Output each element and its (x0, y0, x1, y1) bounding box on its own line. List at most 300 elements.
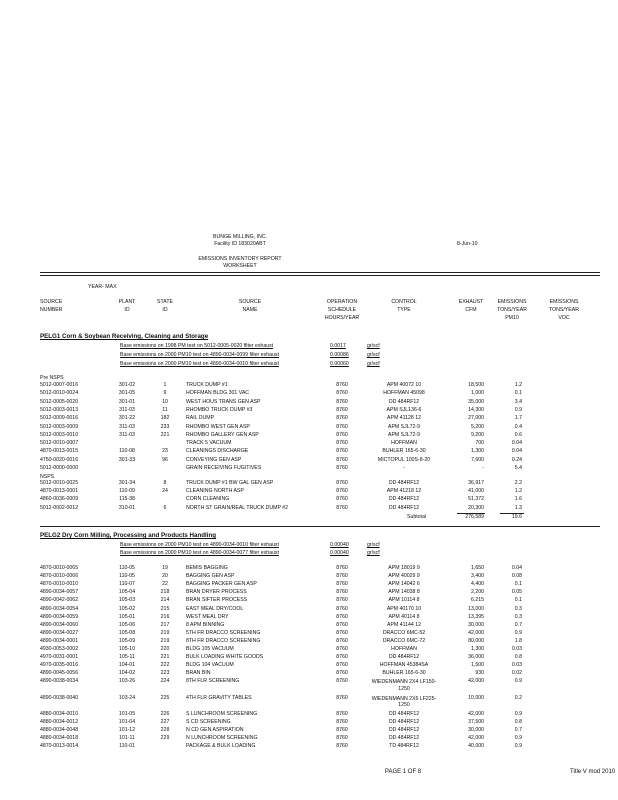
cell-source-number: 4880-0034-0018 (40, 735, 79, 742)
cell-hours: 8760 (336, 398, 348, 405)
cell-source-name: N LUNCHROOM SCREENING (186, 735, 258, 742)
basenote-value: 0.00060 (330, 361, 349, 367)
col-control-1: CONTROL (391, 299, 417, 305)
cell-plant-id: 101-11 (119, 735, 135, 742)
cell-state-id: 182 (160, 415, 170, 422)
cell-control-type: HOFFMAN 45098 (383, 390, 425, 397)
section2-title: PELG2 Dry Corn Milling, Processing and Products Handling (40, 532, 217, 539)
cell-control-type: APM SJL72-9 (387, 423, 421, 430)
cell-source-number: 4870-0013-0014 (40, 743, 79, 750)
cell-source-name: BRAN SIFTER PROCESS (186, 597, 248, 604)
company-name: BUNGE MILLING, INC. (213, 234, 267, 240)
cell-control-type: DRACCO 6MC-52 (382, 629, 426, 636)
cell-source-number: 5012-0003-0013 (40, 406, 79, 413)
cell-source-name: TRACK 5 VACUUM (186, 440, 232, 447)
cell-control-type: APM 41144 12 (387, 621, 421, 628)
cell-control-type: DD 484RF12 (388, 735, 420, 742)
page-number: PAGE 1 OF 8 (384, 769, 422, 775)
cell-pm10: 1.6 (514, 496, 522, 503)
cell-exhaust-cfm: 1,650 (471, 565, 484, 571)
cell-state-id: 22 (162, 581, 168, 588)
section1-title: PELG1 Corn & Soybean Receiving, Cleaning and Storage (40, 333, 209, 340)
cell-control-type: DD 484RF12 (388, 718, 420, 725)
cell-exhaust-cfm: 1,500 (471, 662, 484, 669)
cell-exhaust-cfm: 9,200 (471, 431, 484, 438)
cell-pm10: 1.2 (514, 382, 522, 388)
cell-exhaust-cfm: 1,300 (471, 448, 484, 455)
cell-source-name: BULK LOADING WHITE GOODS (186, 654, 264, 661)
cell-plant-id: 301-34 (118, 480, 136, 486)
cell-source-number: 5012-0010-0024 (40, 390, 79, 397)
cell-hours: 8760 (336, 646, 348, 652)
basenote-unit: gr/scf (367, 352, 380, 358)
cell-hours: 8760 (336, 390, 348, 397)
cell-pm10: 1.8 (514, 637, 522, 644)
cell-control-type: APM 18019 9 (388, 565, 420, 571)
cell-control-type: APM 40029 9 (388, 573, 420, 580)
cell-source-name: S LUNCHROOM SCREENING (186, 710, 258, 717)
cell-exhaust-cfm: 18,500 (468, 382, 484, 388)
footer-right: Title V mod 2010 (570, 769, 616, 775)
cell-control-type: APM 40072 10 (386, 382, 422, 388)
cell-source-name: EAST MEAL DRY/COOL (186, 605, 244, 612)
cell-control-type: APM 14042 6 (388, 581, 420, 588)
cell-source-name: 8TH FR DRACCO SCREENING (186, 637, 261, 644)
cell-hours: 8760 (336, 694, 348, 701)
cell-hours: 8760 (336, 735, 348, 742)
cell-state-id: 1 (163, 382, 167, 388)
cell-pm10: 0.1 (514, 581, 522, 588)
col-voc-1: EMISSIONS (549, 299, 579, 305)
cell-control-type: DD 484RF12 (388, 504, 420, 511)
cell-state-id: 223 (160, 670, 170, 677)
cell-hours: 8760 (336, 496, 348, 503)
facility-id: Facility ID 183020ABT (214, 241, 266, 247)
cell-pm10: 0.9 (514, 743, 522, 750)
cell-state-id: 19 (162, 565, 168, 571)
cell-hours: 8760 (336, 597, 348, 604)
cell-exhaust-cfm: 36,000 (468, 654, 484, 661)
cell-control-type: DD 484RF12 (388, 398, 420, 405)
cell-state-id: 228 (160, 727, 170, 733)
cell-source-name: BAGGING PACKER GEN ASP (186, 581, 257, 588)
cell-source-number: 4970-0031-0001 (40, 654, 79, 661)
cell-hours: 8760 (336, 662, 348, 669)
col-state-2: ID (162, 307, 168, 313)
cell-source-number: 4890-0034-0027 (40, 629, 79, 636)
cell-source-name: GRAIN RECEIVING FUGITIVES (186, 465, 262, 471)
cell-pm10: 0.9 (514, 629, 522, 636)
cell-state-id: 9 (163, 390, 167, 397)
col-control-2: TYPE (397, 307, 411, 313)
cell-plant-id: 301-22 (118, 415, 136, 422)
cell-pm10: 0.04 (511, 565, 522, 571)
group1-label: Pre NSPS (40, 375, 64, 381)
cell-source-number: 4970-0035-0016 (40, 662, 79, 669)
cell-control-type: BUHLER 165-6-30 (382, 448, 426, 455)
cell-state-id: 222 (160, 662, 170, 669)
cell-state-id: 20 (162, 573, 168, 580)
cell-control-type: APM 10114 8 (388, 597, 420, 604)
col-plant-1: PLANT (118, 299, 136, 305)
cell-source-name: 5TH FR DRACCO SCREENING (186, 629, 261, 636)
cell-exhaust-cfm: - (482, 465, 484, 471)
cell-control-type: BUHLER 165-6-30 (382, 670, 426, 677)
cell-source-number: 4890-0034-0001 (40, 637, 79, 644)
subtotal-cfm: 276,589 (465, 514, 484, 520)
cell-control-type: WIEDENMANN 2X6 LF225-1250 (371, 695, 437, 709)
cell-state-id: 23 (162, 448, 168, 455)
year-label: YEAR- MAX (88, 284, 117, 290)
cell-exhaust-cfm: 30,000 (468, 621, 484, 628)
cell-pm10: 0.1 (514, 390, 522, 397)
cell-pm10: 0.04 (511, 448, 522, 455)
col-exhaust-2: CFM (465, 307, 477, 313)
cell-plant-id: 105-10 (118, 646, 136, 652)
cell-pm10: 0.03 (511, 646, 522, 652)
cell-hours: 8760 (336, 565, 348, 571)
cell-plant-id: 311-03 (119, 423, 135, 430)
cell-exhaust-cfm: 80,000 (468, 637, 484, 644)
cell-hours: 8760 (336, 727, 348, 733)
cell-plant-id: 101-05 (118, 710, 136, 717)
cell-source-number: 4880-0034-0010 (40, 710, 79, 717)
cell-exhaust-cfm: 35,000 (468, 398, 484, 405)
cell-pm10: 0.02 (511, 670, 522, 677)
cell-plant-id: 105-09 (118, 637, 136, 644)
cell-state-id: 226 (160, 710, 170, 717)
cell-state-id: 218 (160, 589, 170, 596)
cell-source-name: RHOMBO GALLERY GEN ASP (186, 431, 259, 438)
col-schedule-1: OPERATION (326, 299, 358, 305)
cell-control-type: DD 484RF12 (388, 710, 420, 717)
cell-source-name: RHOMBO TRUCK DUMP #3 (186, 406, 253, 413)
cell-hours: 8760 (336, 406, 348, 413)
basenote-text: Base emissions on 2000 PM10 test on 4890-0034-0077 filter exhaust (120, 550, 279, 556)
basenote-unit: gr/scf (367, 343, 380, 349)
cell-hours: 8760 (336, 710, 348, 717)
cell-hours: 8760 (336, 743, 348, 750)
cell-plant-id: 301-01 (118, 398, 136, 405)
cell-hours: 8760 (336, 573, 348, 580)
cell-plant-id: 301-33 (118, 456, 136, 463)
cell-pm10: 0.3 (514, 613, 522, 620)
cell-source-number: 4860-0036-0009 (40, 496, 79, 503)
cell-hours: 8760 (336, 581, 348, 588)
cell-hours: 8760 (336, 382, 348, 388)
report-title: EMISSIONS INVENTORY REPORT (198, 256, 282, 262)
cell-plant-id: 311-03 (119, 406, 135, 413)
cell-control-type: WIEDENMANN 2X4 LF150-1250 (371, 679, 437, 692)
cell-source-number: 5012-0003-0009 (40, 423, 79, 430)
cell-control-type: - (403, 465, 405, 471)
cell-source-name: HOFFMAN BLDG 301 VAC (186, 390, 250, 397)
cell-exhaust-cfm: 7,600 (471, 456, 484, 463)
cell-hours: 8760 (336, 415, 348, 422)
cell-control-type: APM 40114 8 (388, 613, 420, 620)
cell-state-id: 24 (162, 488, 168, 495)
cell-source-number: 4890-0034-0054 (40, 605, 79, 612)
cell-hours: 8760 (336, 589, 348, 596)
cell-source-number: 4870-0010-0010 (40, 581, 79, 588)
cell-source-name: BLDG 104 VACUUM (186, 662, 234, 669)
cell-state-id: 216 (160, 613, 170, 620)
cell-exhaust-cfm: 700 (475, 440, 484, 447)
cell-plant-id: 110-09 (119, 488, 135, 495)
group2-label: NSPS (40, 474, 55, 480)
cell-plant-id: 101-04 (118, 718, 136, 725)
cell-plant-id: 301-02 (118, 382, 136, 388)
cell-state-id: 217 (160, 621, 170, 628)
cell-source-name: PACKAGE & BULK LOADING (186, 743, 256, 750)
cell-control-type: HOFFMAN (391, 440, 417, 447)
cell-source-number: 4890-0034-0059 (40, 613, 79, 620)
cell-hours: 8760 (336, 465, 348, 471)
cell-pm10: 0.3 (514, 605, 522, 612)
cell-source-name: N CD GEN ASPIRATION (186, 727, 244, 733)
cell-source-number: 4890-0034-0060 (40, 621, 79, 628)
cell-control-type: APM 41128 12 (387, 415, 421, 422)
cell-control-type: APM SJL72-9 (387, 431, 421, 438)
cell-source-number: 4890-0038-0040 (40, 694, 79, 701)
cell-hours: 8760 (336, 440, 348, 447)
cell-plant-id: 110-08 (119, 448, 135, 455)
cell-exhaust-cfm: 14,300 (468, 406, 484, 413)
cell-plant-id: 110-01 (119, 743, 135, 750)
basenote-value: 0.00086 (330, 352, 349, 358)
cell-exhaust-cfm: 37,500 (468, 718, 484, 725)
cell-source-number: 4880-0034-0012 (40, 718, 79, 725)
cell-source-name: TRUCK DUMP #1 BW GAL GEN ASP (186, 480, 274, 486)
col-source-number-2: NUMBER (40, 307, 63, 313)
cell-source-number: 5012-0000-0000 (40, 465, 79, 471)
cell-state-id: 215 (160, 605, 170, 612)
col-schedule-2: SCHEDULE (327, 307, 357, 313)
cell-source-name: CORN CLEANING (186, 496, 230, 503)
cell-control-type: DD 484RF12 (388, 654, 420, 661)
cell-hours: 8760 (336, 488, 348, 495)
cell-source-number: 5012-0007-0016 (40, 382, 79, 388)
cell-source-name: CLEANING NORTH ASP (186, 488, 244, 495)
cell-plant-id: 115-38 (119, 496, 135, 503)
cell-plant-id: 101-12 (118, 727, 136, 733)
cell-source-name: 4TH FLR GRAVITY TABLES (186, 694, 252, 701)
cell-state-id: 233 (160, 423, 170, 430)
cell-pm10: 0.9 (514, 678, 522, 685)
cell-hours: 8760 (336, 423, 348, 430)
basenote-unit: gr/scf (367, 361, 380, 367)
col-source-number-1: SOURCE (40, 299, 63, 305)
cell-source-name: BRAN DRYER PROCESS (186, 589, 247, 596)
basenote-text: Base emissions on 2000 PM10 test on 4890-0034-0010 filter exhaust (120, 542, 279, 548)
cell-control-type: MICTOPUL 100S-8-20 (377, 456, 431, 463)
cell-source-name: BLDG 105 VACUUM (186, 646, 234, 652)
cell-source-number: 5012-0005-0020 (40, 398, 79, 405)
col-state-1: STATE (157, 299, 173, 305)
cell-plant-id: 311-03 (119, 431, 135, 438)
report-subtitle: WORKSHEET (223, 263, 257, 269)
cell-control-type: DD 484RF12 (388, 496, 420, 503)
cell-pm10: 0.2 (514, 694, 522, 701)
cell-state-id: 219 (160, 637, 170, 644)
basenote-value: 0.00040 (330, 550, 349, 556)
cell-state-id: 214 (160, 597, 170, 604)
cell-state-id: 8 (163, 480, 167, 486)
section-divider (40, 526, 600, 527)
cell-plant-id: 103-26 (118, 678, 136, 685)
cell-pm10: 1.7 (514, 415, 522, 422)
cell-plant-id: 105-02 (118, 605, 136, 612)
basenote-unit: gr/scf (367, 550, 380, 556)
cell-pm10: 0.9 (514, 710, 522, 717)
cell-exhaust-cfm: 20,300 (468, 504, 484, 511)
cell-hours: 8760 (336, 613, 348, 620)
basenote-text: Base emissions on 2000 PM10 test on 4890-0034-0010 filter exhaust (120, 361, 279, 367)
cell-exhaust-cfm: 1,000 (471, 390, 484, 397)
cell-plant-id: 105-11 (119, 654, 135, 661)
cell-source-name: BRAN BIN (186, 670, 211, 677)
cell-plant-id: 104-01 (118, 662, 136, 669)
cell-source-name: TRUCK DUMP #1 (186, 382, 228, 388)
cell-control-type: DRACCO 6MC-72 (382, 637, 426, 644)
cell-hours: 8760 (336, 678, 348, 685)
cell-exhaust-cfm: 40,000 (468, 743, 484, 750)
cell-exhaust-cfm: 30,000 (468, 727, 484, 733)
cell-exhaust-cfm: 6,215 (471, 597, 484, 604)
cell-plant-id: 310-01 (118, 504, 136, 511)
cell-state-id: 96 (162, 456, 168, 463)
cell-source-number: 5012-0010-0007 (40, 440, 79, 447)
cell-source-number: 4870-0010-0066 (40, 573, 79, 580)
cell-source-name: BEMIS BAGGING (186, 565, 228, 571)
cell-pm10: 0.1 (514, 597, 522, 604)
cell-exhaust-cfm: 27,000 (468, 415, 484, 422)
cell-control-type: HOFFMAN (391, 646, 417, 652)
cell-hours: 8760 (336, 637, 348, 644)
cell-hours: 8760 (336, 629, 348, 636)
cell-hours: 8760 (336, 670, 348, 677)
cell-exhaust-cfm: 3,400 (471, 573, 484, 580)
cell-source-number: 4870-0013-0015 (40, 448, 79, 455)
cell-source-number: 5012-0010-0025 (40, 480, 79, 486)
cell-plant-id: 110-05 (119, 565, 135, 571)
cell-state-id: 229 (160, 735, 170, 742)
cell-control-type: APM 40170 10 (386, 605, 422, 612)
cell-state-id: 219 (160, 629, 170, 636)
cell-source-name: CLEANINGS DISCHARGE (186, 448, 249, 455)
cell-hours: 8760 (336, 504, 348, 511)
cell-state-id: 221 (160, 654, 170, 661)
basenote-text: Base emissions on 2000 PM10 test on 4890-0034-0099 filter exhaust (120, 352, 279, 358)
cell-exhaust-cfm: 42,000 (468, 629, 484, 636)
cell-exhaust-cfm: 42,000 (468, 678, 484, 685)
cell-plant-id: 110-07 (119, 581, 135, 588)
col-voc-3: VOC (558, 315, 570, 321)
cell-state-id: 224 (160, 678, 170, 685)
cell-source-name: 8TH FLR SCREENING (186, 678, 240, 685)
cell-source-name: NORTH ST GRAIN/REAL TRUCK DUMP #2 (186, 504, 289, 511)
cell-plant-id: 110-05 (119, 573, 135, 580)
cell-plant-id: 105-03 (118, 597, 136, 604)
cell-exhaust-cfm: 42,000 (468, 710, 484, 717)
cell-source-name: RAIL DUMP (186, 415, 215, 422)
cell-pm10: 2.2 (514, 480, 522, 486)
cell-pm10: 3.4 (514, 398, 522, 405)
cell-pm10: 0.6 (514, 431, 522, 438)
cell-hours: 8760 (336, 448, 348, 455)
cell-exhaust-cfm: 36,917 (468, 480, 484, 486)
col-exhaust-1: EXHAUST (458, 299, 484, 305)
cell-pm10: 0.7 (514, 621, 522, 628)
cell-hours: 8760 (336, 654, 348, 661)
cell-source-name: WEST MEAL DRY (186, 613, 229, 620)
col-voc-2: TONS/YEAR (549, 307, 579, 313)
cell-pm10: 0.7 (514, 727, 522, 733)
cell-state-id: 225 (160, 694, 170, 701)
cell-source-number: 4890-0038-0034 (40, 678, 79, 685)
subtotal-label: Subtotal (407, 514, 427, 520)
cell-source-name: CONVEYING GEN ASP (186, 456, 242, 463)
col-pm10-2: TONS/YEAR (497, 307, 527, 313)
cell-source-number: 4890-0034-0057 (40, 589, 79, 596)
cell-exhaust-cfm: 1,300 (471, 646, 484, 652)
cell-pm10: 0.4 (514, 423, 522, 430)
report-date: 8-Jun-10 (457, 241, 478, 247)
cell-exhaust-cfm: 42,000 (468, 735, 484, 742)
cell-source-number: 4870-0013-0001 (40, 488, 79, 495)
basenote-text: Base emissions on 1998 PM test on 5012-0005-0020 filter exhaust (120, 343, 274, 349)
cell-pm10: 5.4 (514, 465, 522, 471)
cell-source-name: 8 APM BINNING (186, 621, 225, 628)
cell-exhaust-cfm: 930 (475, 670, 484, 677)
cell-source-number: 5012-0002-0012 (40, 504, 79, 511)
cell-plant-id: 103-24 (118, 694, 136, 701)
header-rule-1 (40, 272, 600, 273)
cell-source-number: 4930-0053-0002 (40, 646, 79, 652)
cell-hours: 8760 (336, 431, 348, 438)
cell-plant-id: 301-05 (118, 390, 136, 397)
cell-pm10: 0.03 (511, 662, 522, 669)
cell-plant-id: 105-01 (118, 613, 136, 620)
cell-exhaust-cfm: 5,200 (471, 423, 484, 430)
header-rule-2 (40, 275, 600, 276)
cell-hours: 8760 (336, 480, 348, 486)
col-name-2: NAME (242, 307, 258, 313)
cell-plant-id: 105-06 (118, 621, 136, 628)
cell-source-number: 4750-0020-0016 (40, 456, 79, 463)
basenote-unit: gr/scf (367, 542, 380, 548)
basenote-value: 0.00040 (330, 542, 349, 548)
cell-exhaust-cfm: 13,000 (468, 605, 484, 612)
col-name-1: SOURCE (238, 299, 262, 305)
col-pm10-1: EMISSIONS (497, 299, 527, 305)
cell-state-id: 227 (160, 718, 170, 725)
col-schedule-3: HOURS/YEAR (324, 315, 360, 321)
cell-control-type: DD 484RF12 (388, 480, 420, 486)
cell-source-number: 5012-0009-0016 (40, 415, 79, 422)
cell-source-name: S CD SCREENING (186, 718, 231, 725)
cell-control-type: APM 41218 12 (386, 488, 422, 495)
cell-exhaust-cfm: 4,400 (471, 581, 484, 588)
cell-source-number: 4870-0010-0065 (40, 565, 79, 571)
cell-pm10: 1.3 (514, 504, 522, 511)
cell-hours: 8760 (336, 718, 348, 725)
cell-source-number: 4880-0034-0048 (40, 727, 79, 733)
cell-plant-id: 104-02 (118, 670, 136, 677)
cell-plant-id: 105-04 (118, 589, 136, 596)
cell-control-type: HOFFMAN 45384SA (379, 662, 429, 669)
cell-source-name: WEST HOUS TRANS GEN ASP (186, 398, 261, 405)
